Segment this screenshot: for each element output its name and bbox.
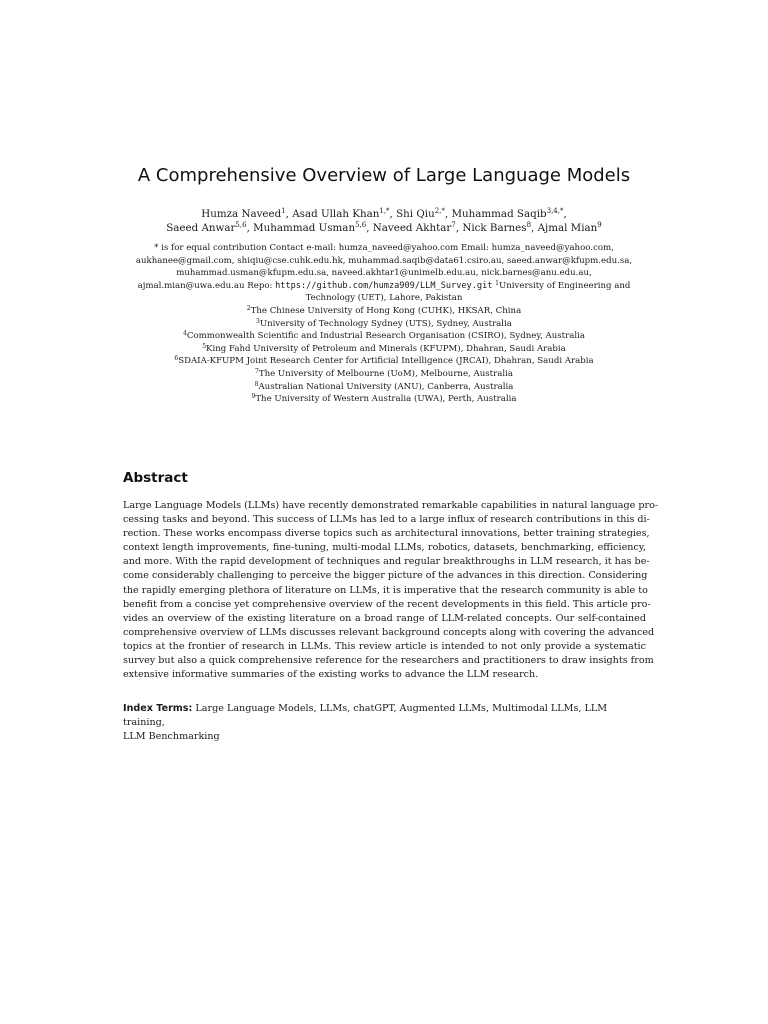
affiliation-item <box>112 355 656 368</box>
author-name: Asad Ullah Khan <box>292 208 380 220</box>
abstract-line: comprehensive overview of LLMs discusses relevant background concepts along with covering the advanced <box>123 626 655 638</box>
author-name: Muhammad Saqib <box>451 208 547 220</box>
index-terms-text-continued: LLM Benchmarking <box>123 731 220 743</box>
abstract-line: rection. These works encompass diverse topics such as architectural innovations, better training strategies, <box>123 528 650 540</box>
author-affiliation-marker: 9 <box>597 221 602 229</box>
author-affiliation-marker: 1,* <box>379 207 390 215</box>
affiliation-marker: 7 <box>255 367 259 375</box>
author-separator: , <box>444 208 452 220</box>
affiliation-item <box>112 381 656 394</box>
author-affiliation-marker: 5,6 <box>355 221 367 229</box>
affiliation-item <box>112 318 656 331</box>
author-separator: , <box>389 208 397 220</box>
affiliation-text: Commonwealth Scientific and Industrial Research Organisation (CSIRO), Sydney, Australia <box>186 331 585 342</box>
affiliation-item <box>112 330 656 343</box>
abstract-line: the rapidly emerging plethora of literature on LLMs, it is imperative that the research community is able to <box>123 584 648 596</box>
contact-line: * is for equal contribution Contact e-mail: humza_naveed@yahoo.com Email: humza_naveed@yahoo.com, <box>154 243 614 253</box>
repo-prefix: ajmal.mian@uwa.edu.au Repo: <box>137 280 276 291</box>
author-affiliation-marker: 3,4,* <box>546 207 564 215</box>
author-affiliation-marker: 5,6 <box>235 221 247 229</box>
contact-emails <box>112 242 656 280</box>
abstract-text <box>123 499 659 682</box>
index-terms-text: Large Language Models, LLMs, chatGPT, Augmented LLMs, Multimodal LLMs, LLM training, <box>123 703 608 729</box>
author-separator: , <box>285 208 293 220</box>
author-line-2 <box>100 221 668 235</box>
affiliation-text: SDAIA-KFUPM Joint Research Center for Artificial Intelligence (JRCAI), Dhahran, Saudi Arabia <box>178 356 594 367</box>
affiliation-item <box>112 343 656 356</box>
affiliation-marker: 8 <box>254 380 259 388</box>
affiliation-list <box>112 305 656 406</box>
author-name: Naveed Akhtar <box>372 222 452 234</box>
affiliation-text: King Fahd University of Petroleum and Minerals (KFUPM), Dhahran, Saudi Arabia <box>206 343 566 354</box>
abstract-line: cessing tasks and beyond. This success of LLMs has led to a large influx of research contributions in this di- <box>123 514 650 526</box>
affiliation-text: University of Technology Sydney (UTS), Sydney, Australia <box>259 318 512 329</box>
author-name: Saeed Anwar <box>166 222 236 234</box>
contact-line: aukhanee@gmail.com, shiqiu@cse.cuhk.edu.hk, muhammad.saqib@data61.csiro.au, saeed.anwar@kfupm.edu.sa, <box>135 255 633 266</box>
abstract-line: topics at the frontier of research in LLMs. This review article is intended to not only provide a systematic <box>123 640 646 652</box>
abstract-line: survey but also a quick comprehensive reference for the researchers and practitioners to draw insights from <box>123 655 654 667</box>
abstract-heading: Abstract <box>123 470 188 486</box>
affiliation-1-part: University of Engineering and <box>499 280 631 291</box>
author-line-1 <box>100 207 668 221</box>
repo-link[interactable]: https://github.com/humza909/LLM_Survey.git <box>275 280 493 291</box>
index-terms <box>123 702 646 744</box>
index-terms-label: Index Terms: <box>123 703 193 714</box>
affiliation-1-continued: Technology (UET), Lahore, Pakistan <box>305 293 463 304</box>
author-affiliation-marker: 1 <box>281 207 286 215</box>
abstract-line: Large Language Models (LLMs) have recently demonstrated remarkable capabilities in natural language pro- <box>123 500 659 511</box>
abstract-line: benefit from a concise yet comprehensive overview of the recent developments in this field. This article pro- <box>123 598 651 610</box>
affiliations-block <box>112 242 656 406</box>
affiliation-marker: 4 <box>183 330 187 338</box>
affiliation-text: Australian National University (ANU), Canberra, Australia <box>258 381 514 392</box>
author-separator: , <box>531 222 538 234</box>
abstract-line: and more. With the rapid development of techniques and regular breakthroughs in LLM research, it has be- <box>123 556 650 568</box>
abstract-line: vides an overview of the existing literature on a broad range of LLM-related concepts. Our self-contained <box>123 612 646 624</box>
author-separator: , <box>563 208 567 220</box>
abstract-line: extensive informative summaries of the existing works to advance the LLM research. <box>123 669 539 681</box>
affiliation-text: The Chinese University of Hong Kong (CUHK), HKSAR, China <box>250 305 522 316</box>
affiliation-item <box>112 393 656 406</box>
author-name: Humza Naveed <box>201 208 282 220</box>
affiliation-marker: 2 <box>246 304 251 312</box>
affiliation-marker: 9 <box>251 393 256 401</box>
affiliation-text: The University of Western Australia (UWA), Perth, Australia <box>255 394 517 405</box>
affiliation-marker: 3 <box>256 317 260 325</box>
author-name: Muhammad Usman <box>253 222 356 234</box>
author-affiliation-marker: 7 <box>451 221 456 229</box>
affiliation-item <box>112 368 656 381</box>
author-separator: , <box>455 222 463 234</box>
contact-line: muhammad.usman@kfupm.edu.sa, naveed.akhtar1@unimelb.edu.au, nick.barnes@anu.edu.au, <box>176 268 592 279</box>
affiliation-text: The University of Melbourne (UoM), Melbourne, Australia <box>258 368 513 379</box>
abstract-line: come considerably challenging to perceive the bigger picture of the advances in this direction. Considering <box>123 570 648 582</box>
affiliation-marker: 6 <box>174 355 179 363</box>
author-affiliation-marker: 8 <box>526 221 532 229</box>
author-name: Shi Qiu <box>396 208 435 220</box>
author-list <box>100 207 668 235</box>
author-affiliation-marker: 2,* <box>434 207 445 215</box>
author-name: Ajmal Mian <box>537 222 598 234</box>
author-name: Nick Barnes <box>462 222 527 234</box>
author-separator: , <box>366 222 373 234</box>
author-separator: , <box>246 222 254 234</box>
paper-title: A Comprehensive Overview of Large Language Models <box>137 165 631 186</box>
affiliation-item <box>112 305 656 318</box>
affiliation-marker: 1 <box>495 279 499 287</box>
affiliation-marker: 5 <box>202 342 207 350</box>
abstract-line: context length improvements, fine-tuning, multi-modal LLMs, robotics, datasets, benchmarking, efficiency, <box>123 542 646 554</box>
repo-line <box>112 280 656 293</box>
